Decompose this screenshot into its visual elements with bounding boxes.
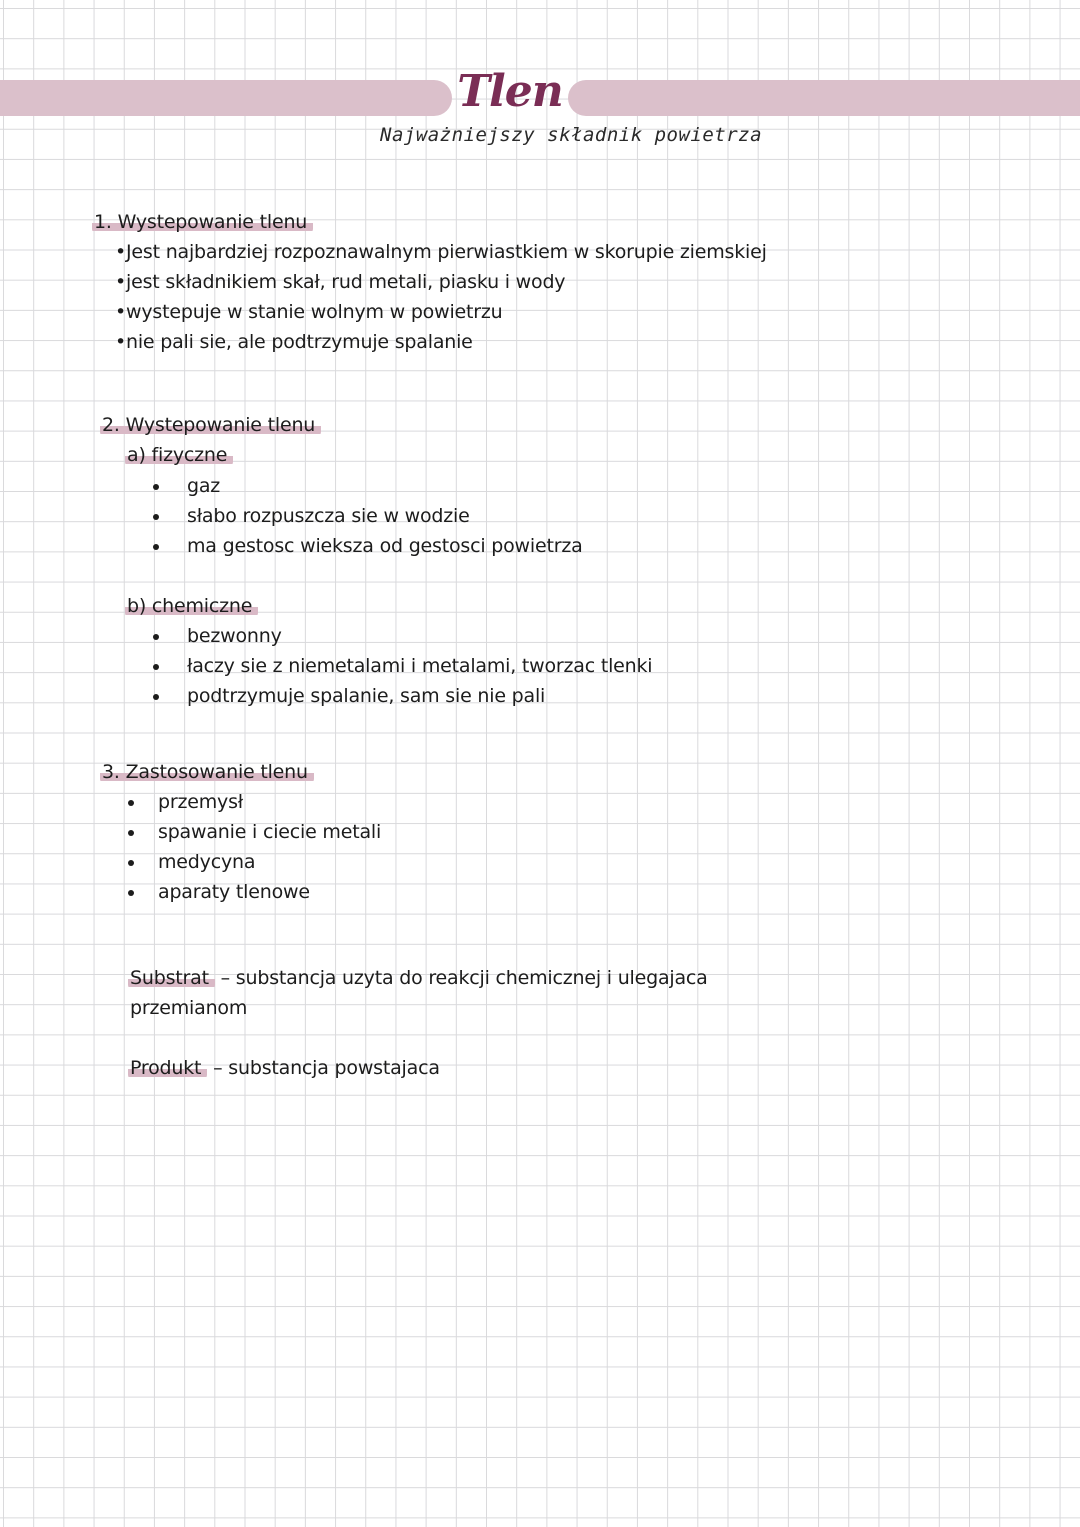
page-title: Tlen — [457, 66, 563, 117]
chemical-heading: b) chemiczne — [125, 591, 258, 621]
header-band-left — [0, 80, 452, 116]
produkt-term: Produkt — [128, 1057, 207, 1079]
bullet-dot — [153, 514, 159, 520]
physical-item: gaz — [187, 475, 221, 497]
bullet-dot — [153, 544, 159, 550]
bullet-dot — [128, 800, 134, 806]
section1-heading: 1. Wystepowanie tlenu — [92, 207, 313, 237]
section1-item: •wystepuje w stanie wolnym w powietrzu — [115, 301, 503, 323]
substrat-definition: – substancja uzyta do reakcji chemicznej i ulegajaca — [214, 967, 708, 989]
chemical-item: łaczy sie z niemetalami i metalami, tworzac tlenki — [187, 655, 653, 677]
section1-item: •nie pali sie, ale podtrzymuje spalanie — [115, 331, 473, 353]
section1-item: •Jest najbardziej rozpoznawalnym pierwiastkiem w skorupie ziemskiej — [115, 241, 767, 263]
section1-item: •jest składnikiem skał, rud metali, piasku i wody — [115, 271, 566, 293]
physical-item: ma gestosc wieksza od gestosci powietrza — [187, 535, 583, 557]
substrat-definition-cont: przemianom — [130, 997, 248, 1019]
bullet-dot — [128, 860, 134, 866]
bullet-dot — [128, 830, 134, 836]
chemical-item: bezwonny — [187, 625, 282, 647]
section3-heading: 3. Zastosowanie tlenu — [100, 757, 314, 787]
physical-heading: a) fizyczne — [125, 440, 233, 470]
bullet-dot — [128, 890, 134, 896]
bullet-dot — [153, 634, 159, 640]
substrat-term: Substrat — [128, 967, 215, 989]
section3-item: aparaty tlenowe — [158, 881, 310, 903]
page-subtitle: Najważniejszy składnik powietrza — [380, 124, 763, 146]
section2-heading: 2. Wystepowanie tlenu — [100, 410, 321, 440]
produkt-definition: – substancja powstajaca — [207, 1057, 440, 1079]
bullet-dot — [153, 694, 159, 700]
section3-item: medycyna — [158, 851, 256, 873]
section3-item: spawanie i ciecie metali — [158, 821, 382, 843]
header-band-right — [568, 80, 1080, 116]
bullet-dot — [153, 484, 159, 490]
chemical-item: podtrzymuje spalanie, sam sie nie pali — [187, 685, 546, 707]
physical-item: słabo rozpuszcza sie w wodzie — [187, 505, 470, 527]
definition-substrat — [128, 963, 708, 993]
bullet-dot — [153, 664, 159, 670]
section3-item: przemysł — [158, 791, 243, 813]
definition-produkt — [128, 1053, 440, 1083]
